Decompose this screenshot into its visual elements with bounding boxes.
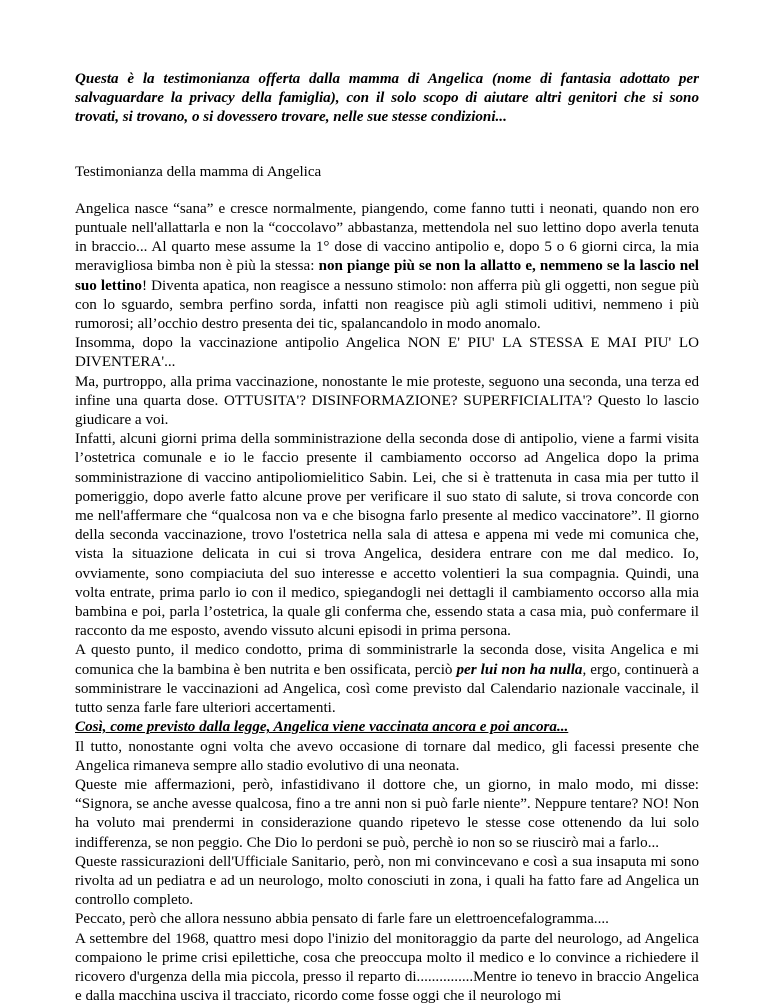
paragraph-vaccinated-again: Così, come previsto dalla legge, Angelica viene vaccinata ancora e poi ancora... xyxy=(75,719,569,736)
paragraph-summary: Insomma, dopo la vaccinazione antipolio Angelica NON E' PIU' LA STESSA E MAI PIU' LO DIVENTERA'... xyxy=(75,335,699,371)
intro-paragraph: Questa è la testimonianza offerta dalla mamma di Angelica (nome di fantasia adottato per salvaguardare la privacy della famiglia), con il solo scopo di aiutare altri genitori che si sono trovati, si trovano, o si dovessero trovare, nelle sue stesse condizioni... xyxy=(75,71,699,126)
paragraph-doctor-reply: Queste mie affermazioni, però, infastidivano il dottore che, un giorno, in malo modo, mi disse: “Signora, se anche avesse qualcosa, fino a tre anni non si può farle niente”. Neppure tentare? NO! Non ha voluto mai prendermi in considerazione quando ripetevo le stesse cose ottenendo da lui solo indifferenza, se non peggio. Che Dio lo perdoni se può, perchè io non so se riuscirò mai a farlo... xyxy=(75,776,699,851)
paragraph-birth-text-end: ! Diventa apatica, non reagisce a nessuno stimolo: non afferra più gli oggetti, non segue più con lo sguardo, sembra perfino sorda, infatti non reagisce più agli stimoli uditivi, nemmeno i più rumorosi; all’occhio destro presenta dei tic, spalancandolo in modo anomalo. xyxy=(75,277,699,333)
paragraph-specialists: Queste rassicurazioni dell'Ufficiale Sanitario, però, non mi convincevano e così a sua insaputa mi sono rivolta ad un pediatra e ad un neurologo, molto conosciuti in zona, i quali ha fatto fare ad Angelica un controllo completo. xyxy=(75,853,699,909)
paragraph-newborn-stage: Il tutto, nonostante ogni volta che avevo occasione di tornare dal medico, gli facessi presente che Angelica rimaneva sempre allo stadio evolutivo di una neonata. xyxy=(75,738,699,774)
paragraph-birth xyxy=(75,200,699,334)
paragraph-eeg: Peccato, però che allora nessuno abbia pensato di farle fare un elettroencefalogramma.... xyxy=(75,911,609,928)
paragraph-doctor-visit xyxy=(75,641,699,718)
paragraph-doctor-visit-text-end: , ergo, continuerà a somministrare le vaccinazioni ad Angelica, così come previsto dal Calendario nazionale vaccinale, il tutto senza farle fare ulteriori accertamenti. xyxy=(75,661,699,717)
paragraph-midwife: Infatti, alcuni giorni prima della somministrazione della seconda dose di antipolio, viene a farmi visita l’ostetrica comunale e io le faccio presente il cambiamento occorso ad Angelica dopo la prima somministrazione di vaccino antipoliomielitico Sabin. Lei, che si è trattenuta in casa mia per tutto il pomeriggio, dopo averle fatto alcune prove per verificare il suo stato di salute, si trova concorde con me nell'affermare che “qualcosa non va e che bisogna farlo presente al medico vaccinatore”. Il giorno della seconda vaccinazione, trovo l'ostetrica nella sala di attesa e appena mi vede mi comunica che, vista la situazione delicata in cui si trova Angelica, desidera entrare con me dal medico. Io, ovviamente, sono compiaciuta del suo interesse e accetto volentieri la sua compagnia. Quindi, una volta entrate, prima parlo io con il medico, spiegandogli nei dettagli il cambiamento occorso alla mia bambina e poi, parla l’ostetrica, la quale gli conferma che, essendo stata a casa mia, può confermare il racconto da me esposto, avendo vissuto alcuni episodi in prima persona. xyxy=(75,431,699,640)
page-title: Testimonianza della mamma di Angelica xyxy=(75,163,322,180)
paragraph-more-doses: Ma, purtroppo, alla prima vaccinazione, nonostante le mie proteste, seguono una seconda, una terza ed infine una quarta dose. OTTUSITA'? DISINFORMAZIONE? SUPERFICIALITA'? Questo lo lascio giudicare a voi. xyxy=(75,373,699,429)
document-page xyxy=(75,70,699,1006)
paragraph-doctor-visit-text: A questo punto, il medico condotto, prima di somministrarle la seconda dose, visita Angelica e mi comunica che la bambina è ben nutrita e ben ossificata, perciò xyxy=(75,642,699,678)
paragraph-doctor-visit-emphasis: per lui non ha nulla xyxy=(456,661,583,678)
paragraph-birth-emphasis: non piange più se non la allatto e, nemmeno se la lascio nel suo lettino xyxy=(75,258,699,294)
paragraph-seizures: A settembre del 1968, quattro mesi dopo l'inizio del monitoraggio da parte del neurologo, ad Angelica compaiono le prime crisi epilettiche, cosa che preoccupa molto il medico e lo convince a richiedere il ricovero d'urgenza della mia piccola, presso il reparto di...............Mentre io tenevo in braccio Angelica e dalla macchina usciva il tracciato, ricordo come fosse oggi che il neurologo mi xyxy=(75,930,699,1005)
paragraph-birth-text: Angelica nasce “sana” e cresce normalmente, piangendo, come fanno tutti i neonati, quando non ero puntuale nell'allattarla e non la “coccolavo” abbastanza, mettendola nel suo lettino dopo averla tenuta in braccio... Al quarto mese assume la 1° dose di vaccino antipolio e, dopo 5 o 6 giorni circa, la mia meravigliosa bimba non è più la stessa: xyxy=(75,200,699,275)
